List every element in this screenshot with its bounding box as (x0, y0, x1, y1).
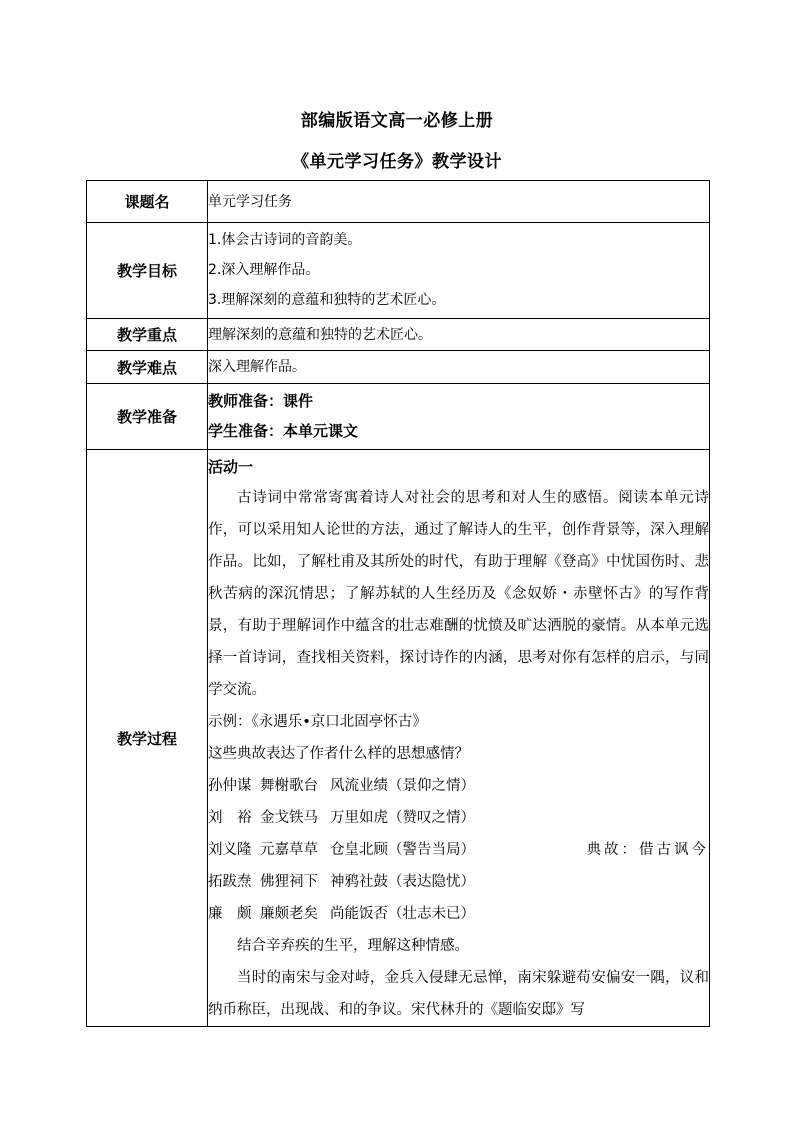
difficulty-text: 深入理解作品。 (208, 359, 306, 375)
allusion-name: 拓跋焘 (208, 874, 252, 890)
allusion-row (208, 834, 709, 866)
process-paragraph: 结合辛弃疾的生平，理解这种情感。 (237, 938, 469, 954)
student-prep: 学生准备：本单元课文 (208, 422, 359, 440)
process-paragraph: 古诗词中常常寄寓着诗人对社会的思考和对人生的感悟。阅读本单元诗作，可以采用知人论世的方法，通过了解诗人的生平，创作背景等，深入理解作品。比如，了解杜甫及其所处的时代，有助于理解《登高》中忧国伤时、悲秋苦病的深沉情思；了解苏轼的人生经历及《念奴娇・赤壁怀古》的写作背景，有助于理解词作中蕴含的壮志难酬的忧愤及旷达洒脱的豪情。从本单元选择一首诗词，查找相关资料，探讨诗作的内涵，思考对你有怎样的启示，与同学交流。 (208, 490, 709, 698)
row-process (87, 450, 710, 1027)
topic-label: 课题名 (87, 181, 208, 223)
topic-text: 单元学习任务 (208, 193, 292, 210)
allusion-phrase: 舞榭歌台 (260, 778, 318, 794)
focus-value (208, 319, 710, 351)
allusion-name: 刘义隆 (208, 842, 252, 858)
lesson-plan-table (86, 180, 710, 1027)
allusion-phrase: 仓皇北顾（警告当局） (330, 842, 475, 858)
allusion-phrase: 万里如虎（赞叹之情） (330, 810, 475, 826)
page-title: 部编版语文高一必修上册 (300, 111, 494, 131)
row-difficulty (87, 351, 710, 384)
allusion-phrase: 佛狸祠下 (260, 874, 318, 890)
activity-heading: 活动一 (208, 458, 254, 476)
allusion-row (208, 898, 709, 930)
allusion-name: 刘 裕 (208, 810, 252, 826)
row-focus (87, 319, 710, 351)
allusion-note: 典故：借古讽今 (586, 842, 709, 858)
focus-text: 理解深刻的意蕴和独特的艺术匠心。 (208, 326, 432, 343)
example-title: 示例：《永遇乐•京口北固亭怀古》 (208, 714, 427, 730)
goals-label: 教学目标 (87, 223, 208, 319)
prep-value (208, 384, 710, 450)
row-prep (87, 384, 710, 450)
allusion-phrase: 风流业绩（景仰之情） (330, 778, 475, 794)
difficulty-value (208, 351, 710, 384)
allusion-row (208, 770, 709, 802)
allusion-row (208, 802, 709, 834)
focus-label: 教学重点 (87, 319, 208, 351)
teacher-prep: 教师准备：课件 (208, 392, 314, 410)
allusion-phrase: 廉颇老矣 (260, 906, 318, 922)
row-goals (87, 223, 710, 319)
row-topic (87, 181, 710, 223)
allusion-row (208, 866, 709, 898)
goal-item: 2.深入理解作品。 (208, 262, 320, 278)
topic-value (208, 181, 710, 223)
allusion-phrase: 元嘉草草 (260, 842, 318, 858)
difficulty-label: 教学难点 (87, 351, 208, 384)
allusion-name: 廉 颇 (208, 906, 252, 922)
allusion-phrase: 神鸦社鼓（表达隐忧） (330, 874, 475, 890)
process-content (208, 450, 710, 1027)
page-subtitle: 《单元学习任务》教学设计 (292, 152, 502, 172)
goal-item: 1.体会古诗词的音韵美。 (208, 232, 362, 248)
process-paragraph: 当时的南宋与金对峙，金兵入侵肆无忌惮，南宋躲避苟安偏安一隅，议和纳币称臣，出现战、和的争议。宋代林升的《题临安邸》写 (208, 970, 709, 1018)
goal-item: 3.理解深刻的意蕴和独特的艺术匠心。 (208, 292, 446, 308)
prep-label: 教学准备 (87, 384, 208, 450)
goals-list (208, 223, 710, 319)
process-label: 教学过程 (87, 450, 208, 1027)
allusion-name: 孙仲谋 (208, 778, 252, 794)
allusion-phrase: 金戈铁马 (260, 810, 318, 826)
allusion-phrase: 尚能饭否（壮志未已） (330, 906, 475, 922)
question-text: 这些典故表达了作者什么样的思想感情？ (208, 746, 469, 762)
